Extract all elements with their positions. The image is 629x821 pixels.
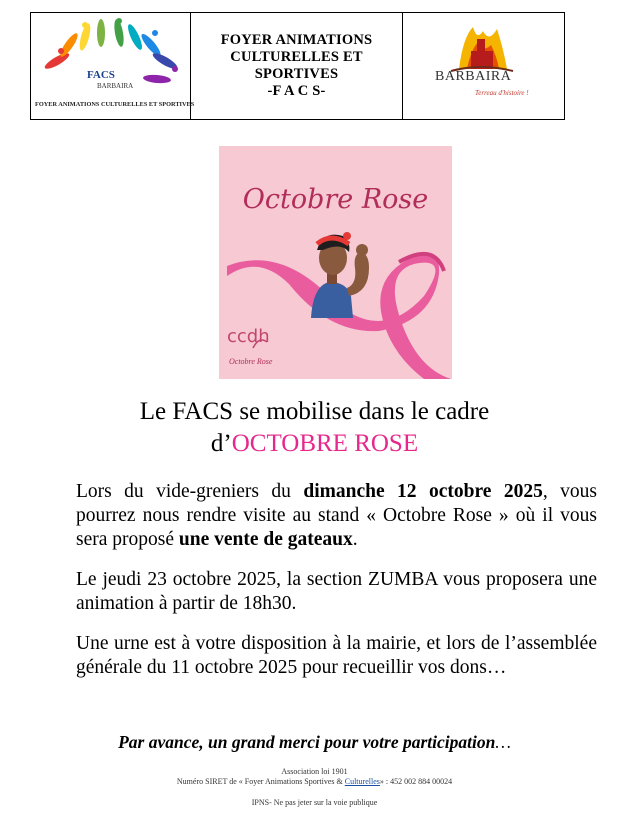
org-title-line: -F A C S-	[267, 83, 326, 99]
barbaira-logo-cell	[403, 13, 564, 119]
paragraph-zumba: Le jeudi 23 octobre 2025, la section ZUMBA vous proposera une animation à partir de 18h30.	[76, 569, 597, 614]
p1-date: dimanche 12 octobre 2025	[303, 481, 543, 502]
p1-text-c: .	[352, 529, 358, 550]
facs-logo-name: FACS	[87, 69, 115, 81]
org-title-line: SPORTIVES	[254, 66, 339, 82]
org-title	[221, 32, 373, 100]
main-heading	[0, 396, 629, 460]
p1-sale: une vente de gateaux	[178, 529, 353, 550]
octobre-rose-poster	[219, 146, 452, 379]
heading-line2	[0, 428, 629, 460]
thanks-text: Par avance, un grand merci pour votre participation	[118, 732, 496, 752]
poster-title: Octobre Rose	[242, 184, 429, 215]
footer-siret-link: Culturelles	[344, 777, 380, 786]
footer-siret	[0, 777, 629, 786]
paragraph-urne: Une urne est à votre disposition à la mairie, et lors de l’assemblée générale du 11 octobre 2025 pour recueillir vos dons…	[76, 633, 597, 678]
p1-text-b: , vous pourrez nous rendre visite au stand « Octobre Rose » où il vous sera proposé	[76, 481, 597, 550]
letterhead	[30, 12, 565, 120]
heading-prefix: d’	[210, 430, 232, 457]
footer-ipns: IPNS- Ne pas jeter sur la voie publique	[251, 798, 378, 807]
heading-highlight: OCTOBRE ROSE	[231, 430, 419, 457]
poster-brand: ccdh	[227, 326, 270, 347]
poster-brand-sub: Octobre Rose	[229, 357, 273, 366]
heading-line1: Le FACS se mobilise dans le cadre	[139, 398, 490, 425]
thanks-ellipsis: …	[495, 732, 511, 752]
footer-siret-b: » : 452 002 884 00024	[379, 777, 453, 786]
facs-logo-cell	[31, 13, 195, 119]
footer-siret-a: Numéro SIRET de « Foyer Animations Sportives &	[176, 777, 345, 786]
barbaira-slogan: Terreau d'histoire !	[475, 89, 529, 97]
paragraph-vide-greniers	[76, 480, 597, 552]
org-title-line: FOYER ANIMATIONS	[220, 32, 373, 48]
p1-text-a: Lors du vide-greniers du	[76, 481, 304, 502]
barbaira-logo-graphic	[411, 17, 553, 115]
facs-logo-caption: FOYER ANIMATIONS CULTURELLES ET SPORTIVES	[35, 101, 195, 108]
org-title-cell	[191, 13, 403, 119]
barbaira-name: BARBAIRA	[435, 69, 512, 84]
facs-logo-sub: BARBAIRA	[97, 82, 134, 90]
org-title-line: CULTURELLES ET	[230, 49, 363, 65]
thanks-line	[0, 732, 629, 753]
footer-association: Association loi 1901	[281, 767, 348, 776]
